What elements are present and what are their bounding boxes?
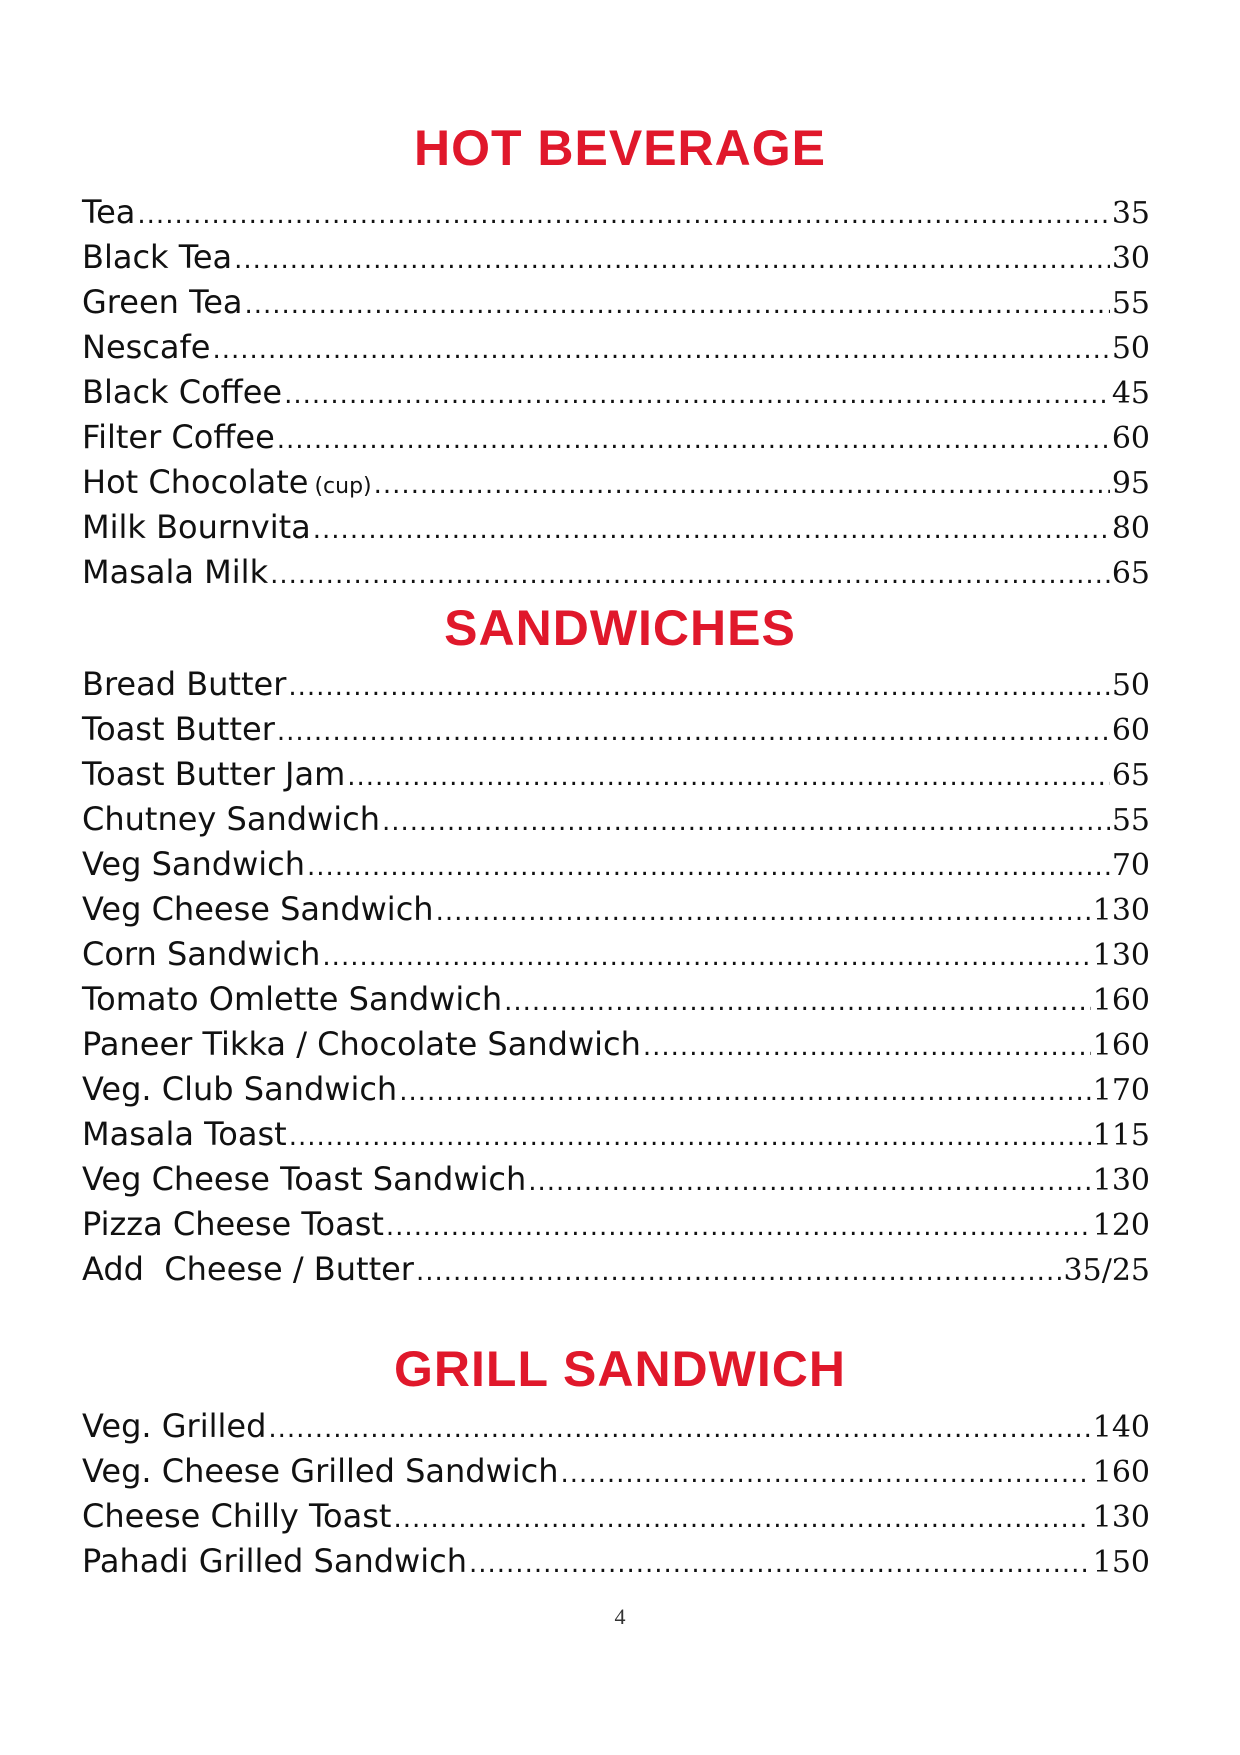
item-name: Pahadi Grilled Sandwich xyxy=(82,1542,467,1580)
item-name: Green Tea xyxy=(82,283,243,321)
menu-item xyxy=(82,235,1150,280)
menu-item xyxy=(82,707,1150,752)
item-price: 70 xyxy=(1111,848,1150,883)
menu-item xyxy=(82,1022,1150,1067)
dot-leader xyxy=(416,1250,1062,1295)
item-price: 30 xyxy=(1111,241,1150,276)
menu-item xyxy=(82,1494,1150,1539)
dot-leader xyxy=(277,418,1110,463)
menu-item xyxy=(82,1449,1150,1494)
item-price: 130 xyxy=(1092,938,1150,973)
menu-item xyxy=(82,1202,1150,1247)
item-name: Tea xyxy=(82,193,136,231)
dot-leader xyxy=(382,800,1110,845)
dot-leader xyxy=(268,1407,1090,1452)
item-price: 60 xyxy=(1111,713,1150,748)
dot-leader xyxy=(393,1497,1090,1542)
item-name: Toast Butter Jam xyxy=(82,755,346,793)
item-name: Masala Milk xyxy=(82,553,269,591)
dot-leader xyxy=(284,373,1110,418)
item-name: Masala Toast xyxy=(82,1115,287,1153)
dot-leader xyxy=(307,845,1110,890)
item-price: 130 xyxy=(1092,1163,1150,1198)
dot-leader xyxy=(374,463,1110,508)
item-price: 140 xyxy=(1092,1410,1150,1445)
item-price: 80 xyxy=(1111,511,1150,546)
menu-list-hot-beverage xyxy=(82,190,1150,595)
menu-item xyxy=(82,1067,1150,1112)
item-price: 160 xyxy=(1092,1455,1150,1490)
dot-leader xyxy=(212,328,1109,373)
menu-list-sandwiches xyxy=(82,662,1150,1292)
section-title-hot-beverage: HOT BEVERAGE xyxy=(413,120,827,176)
menu-item xyxy=(82,887,1150,932)
item-name: Paneer Tikka / Chocolate Sandwich xyxy=(82,1025,641,1063)
dot-leader xyxy=(469,1542,1091,1587)
menu-item xyxy=(82,550,1150,595)
item-name: Chutney Sandwich xyxy=(82,800,380,838)
item-name: Veg Cheese Toast Sandwich xyxy=(82,1160,527,1198)
item-name: Toast Butter xyxy=(82,710,275,748)
item-name: Veg Sandwich xyxy=(82,845,306,883)
item-name: Nescafe xyxy=(82,328,211,366)
item-name: Veg. Club Sandwich xyxy=(82,1070,398,1108)
item-price: 50 xyxy=(1111,331,1150,366)
item-name: Add Cheese / Butter xyxy=(82,1250,414,1288)
menu-item xyxy=(82,505,1150,550)
menu-item xyxy=(82,280,1150,325)
menu-item xyxy=(82,1404,1150,1449)
dot-leader xyxy=(561,1452,1091,1497)
dot-leader xyxy=(234,238,1110,283)
item-price: 35 xyxy=(1111,196,1150,231)
item-name: Milk Bournvita xyxy=(82,508,311,546)
menu-item xyxy=(82,1112,1150,1157)
item-name xyxy=(82,460,372,509)
item-price: 150 xyxy=(1092,1545,1150,1580)
menu-item xyxy=(82,1157,1150,1202)
item-price: 120 xyxy=(1092,1208,1150,1243)
item-name-text: Hot Chocolate xyxy=(82,463,309,501)
dot-leader xyxy=(528,1160,1090,1205)
dot-leader xyxy=(244,283,1109,328)
item-price: 130 xyxy=(1092,1500,1150,1535)
item-note: (cup) xyxy=(314,474,372,499)
menu-item xyxy=(82,1539,1150,1584)
menu-item xyxy=(82,752,1150,797)
item-price: 95 xyxy=(1111,466,1150,501)
menu-item xyxy=(82,415,1150,460)
dot-leader xyxy=(270,553,1110,598)
dot-leader xyxy=(399,1070,1091,1115)
menu-item xyxy=(82,842,1150,887)
dot-leader xyxy=(288,665,1109,710)
dot-leader xyxy=(322,935,1090,980)
dot-leader xyxy=(347,755,1110,800)
menu-item xyxy=(82,662,1150,707)
dot-leader xyxy=(277,710,1110,755)
item-name: Pizza Cheese Toast xyxy=(82,1205,384,1243)
item-price: 65 xyxy=(1111,758,1150,793)
menu-list-grill-sandwich xyxy=(82,1404,1150,1584)
item-price: 160 xyxy=(1092,1028,1150,1063)
item-price: 55 xyxy=(1111,286,1150,321)
item-price: 160 xyxy=(1092,983,1150,1018)
dot-leader xyxy=(643,1025,1091,1070)
item-price: 55 xyxy=(1111,803,1150,838)
menu-item xyxy=(82,325,1150,370)
item-name: Tomato Omlette Sandwich xyxy=(82,980,503,1018)
menu-item xyxy=(82,797,1150,842)
menu-item xyxy=(82,370,1150,415)
item-name: Bread Butter xyxy=(82,665,287,703)
item-price: 45 xyxy=(1111,376,1150,411)
dot-leader xyxy=(137,193,1109,238)
dot-leader xyxy=(436,890,1091,935)
menu-item xyxy=(82,1247,1150,1292)
item-price: 60 xyxy=(1111,421,1150,456)
item-name: Black Tea xyxy=(82,238,233,276)
item-name: Filter Coffee xyxy=(82,418,275,456)
dot-leader xyxy=(386,1205,1091,1250)
item-name: Veg. Cheese Grilled Sandwich xyxy=(82,1452,559,1490)
item-name: Veg. Grilled xyxy=(82,1407,267,1445)
item-price: 50 xyxy=(1111,668,1150,703)
item-name: Cheese Chilly Toast xyxy=(82,1497,392,1535)
item-price: 35/25 xyxy=(1063,1253,1150,1288)
menu-item xyxy=(82,190,1150,235)
item-price: 170 xyxy=(1092,1073,1150,1108)
item-price: 130 xyxy=(1092,893,1150,928)
dot-leader xyxy=(313,508,1110,553)
menu-item xyxy=(82,932,1150,977)
dot-leader xyxy=(504,980,1091,1025)
item-name: Veg Cheese Sandwich xyxy=(82,890,434,928)
item-name: Black Coffee xyxy=(82,373,283,411)
menu-item xyxy=(82,460,1150,505)
section-title-grill-sandwich: GRILL SANDWICH xyxy=(394,1341,846,1397)
dot-leader xyxy=(289,1115,1091,1160)
item-price: 115 xyxy=(1092,1118,1150,1153)
item-name: Corn Sandwich xyxy=(82,935,321,973)
menu-item xyxy=(82,977,1150,1022)
section-title-sandwiches: SANDWICHES xyxy=(444,600,796,656)
page-number: 4 xyxy=(614,1604,626,1629)
item-price: 65 xyxy=(1111,556,1150,591)
